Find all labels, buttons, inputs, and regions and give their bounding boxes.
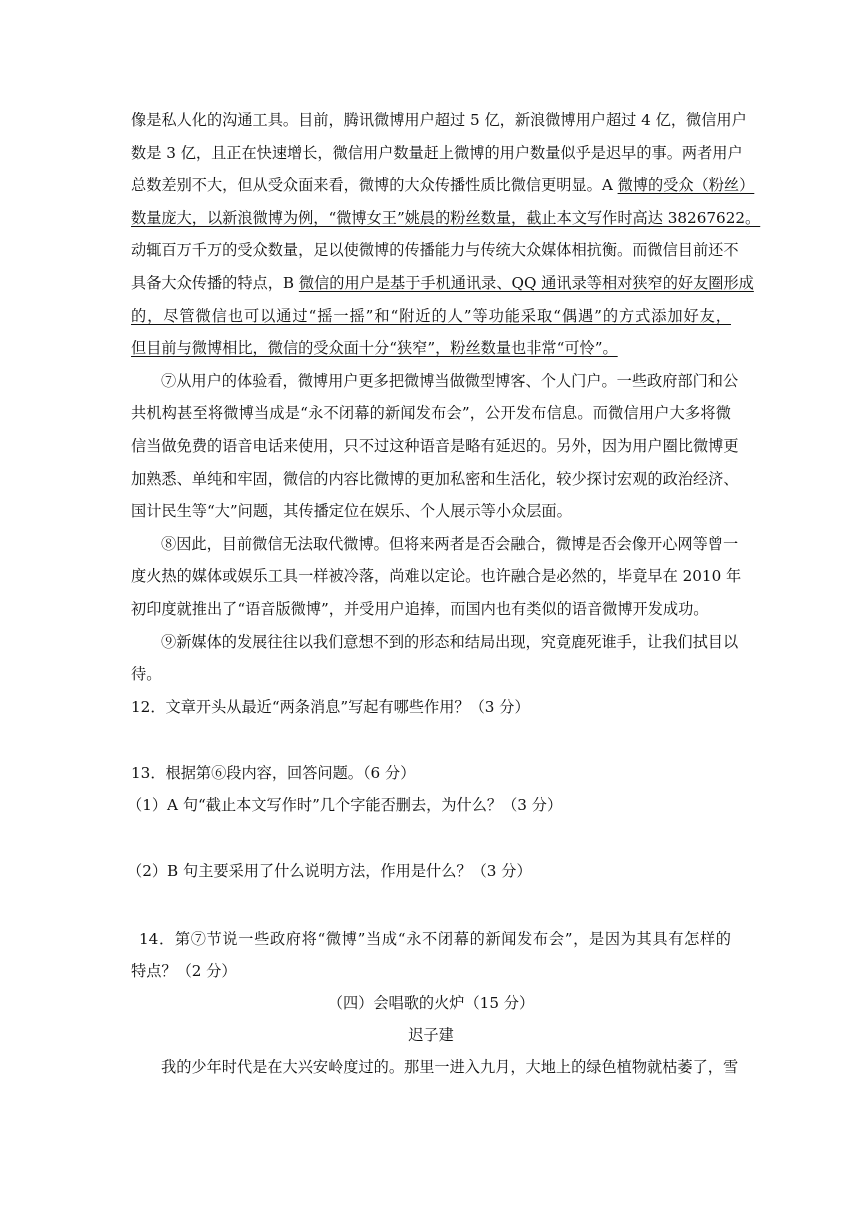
paragraph-7-line-3: 信当做免费的语音电话来使用，只不过这种语音是略有延迟的。另外，因为用户圈比微博更 [131,436,739,455]
paragraph-7-line-5: 国计民生等“大”问题，其传播定位在娱乐、个人展示等小众层面。 [131,502,572,521]
sentence-a-underlined-line-2: 数量庞大，以新浪微博为例，“微博女王”姚晨的粉丝数量，截止本文写作时高达 38267622。 [131,208,761,227]
question-14-line-2: 特点？（2 分） [131,962,237,981]
paragraph-6-line-2: 数是 3 亿，且正在快速增长，微信用户数量赶上微博的用户数量似乎是迟早的事。两者用户 [131,143,743,162]
paragraph-8-line-3: 初印度就推出了“语音版微博”，并受用户追捧，而国内也有类似的语音微博开发成功。 [131,599,709,618]
section-4-author: 迟子建 [408,1026,454,1045]
paragraph-9-line-2: 待。 [131,665,162,684]
paragraph-6-line-1: 像是私人化的沟通工具。目前，腾讯微博用户超过 5 亿，新浪微博用户超过 4 亿，微信用户 [131,111,747,129]
document-page [127,104,761,1084]
paragraph-6-text: 具备大众传播的特点，B [131,273,299,292]
section-4-first-line: 我的少年时代是在大兴安岭度过的。那里一进入九月，大地上的绿色植物就枯萎了，雪 [161,1058,739,1077]
question-13-part-2: （2）B 句主要采用了什么说明方法，作用是什么？（3 分） [127,861,532,880]
sentence-a-underlined: 微博的受众（粉丝） [617,176,755,195]
paragraph-6-line-5: 动辄百万千万的受众数量，足以使微博的传播能力与传统大众媒体相抗衡。而微信目前还不 [131,241,739,260]
paragraph-6-line-6 [131,267,754,300]
paragraph-7-line-4: 加熟悉、单纯和牢固，微信的内容比微博的更加私密和生活化，较少探讨宏观的政治经济、 [131,469,739,488]
sentence-b-underlined-line-2: 的，尽管微信也可以通过“摇一摇”和“附近的人”等功能采取“偶遇”的方式添加好友， [131,306,731,325]
question-13: 13．根据第⑥段内容，回答问题。（6 分） [131,763,416,782]
answer-space [131,723,731,757]
question-12: 12．文章开头从最近“两条消息”写起有哪些作用？（3 分） [131,697,530,716]
sentence-b-underlined-line-3: 但目前与微博相比，微信的受众面十分“狭窄”，粉丝数量也非常“可怜”。 [131,339,618,358]
paragraph-6-line-3 [131,169,755,202]
paragraph-9-line-1: ⑨新媒体的发展往往以我们意想不到的形态和结局出现，究竟鹿死谁手，让我们拭目以 [161,632,739,651]
paragraph-8-line-1: ⑧因此，目前微信无法取代微博。但将来两者是否会融合，微博是否会像开心网等曾一 [161,534,739,553]
section-4-title: （四）会唱歌的火炉（15 分） [327,994,535,1013]
question-13-part-1: （1）A 句“截止本文写作时”几个字能否删去，为什么？（3 分） [127,795,563,814]
paragraph-7-line-1: ⑦从用户的体验看，微博用户更多把微博当做微型博客、个人门户。一些政府部门和公 [161,371,739,390]
paragraph-8-line-2: 度火热的媒体或娱乐工具一样被冷落，尚难以定论。也许融合是必然的，毕竟早在 2010 年 [131,567,742,586]
sentence-b-underlined: 微信的用户是基于手机通讯录、QQ 通讯录等相对狭窄的好友圈形成 [298,273,754,292]
paragraph-6-text: 总数差别不大，但从受众面来看，微博的大众传播性质比微信更明显。A [131,176,618,195]
answer-space [131,821,731,855]
paragraph-7-line-2: 共机构甚至将微博当成是“永不闭幕的新闻发布会”，公开发布信息。而微信用户大多将微 [131,404,731,423]
question-14-line-1: 14．第⑦节说一些政府将“微博”当成“永不闭幕的新闻发布会”，是因为其具有怎样的 [139,929,731,948]
answer-space [131,887,731,923]
